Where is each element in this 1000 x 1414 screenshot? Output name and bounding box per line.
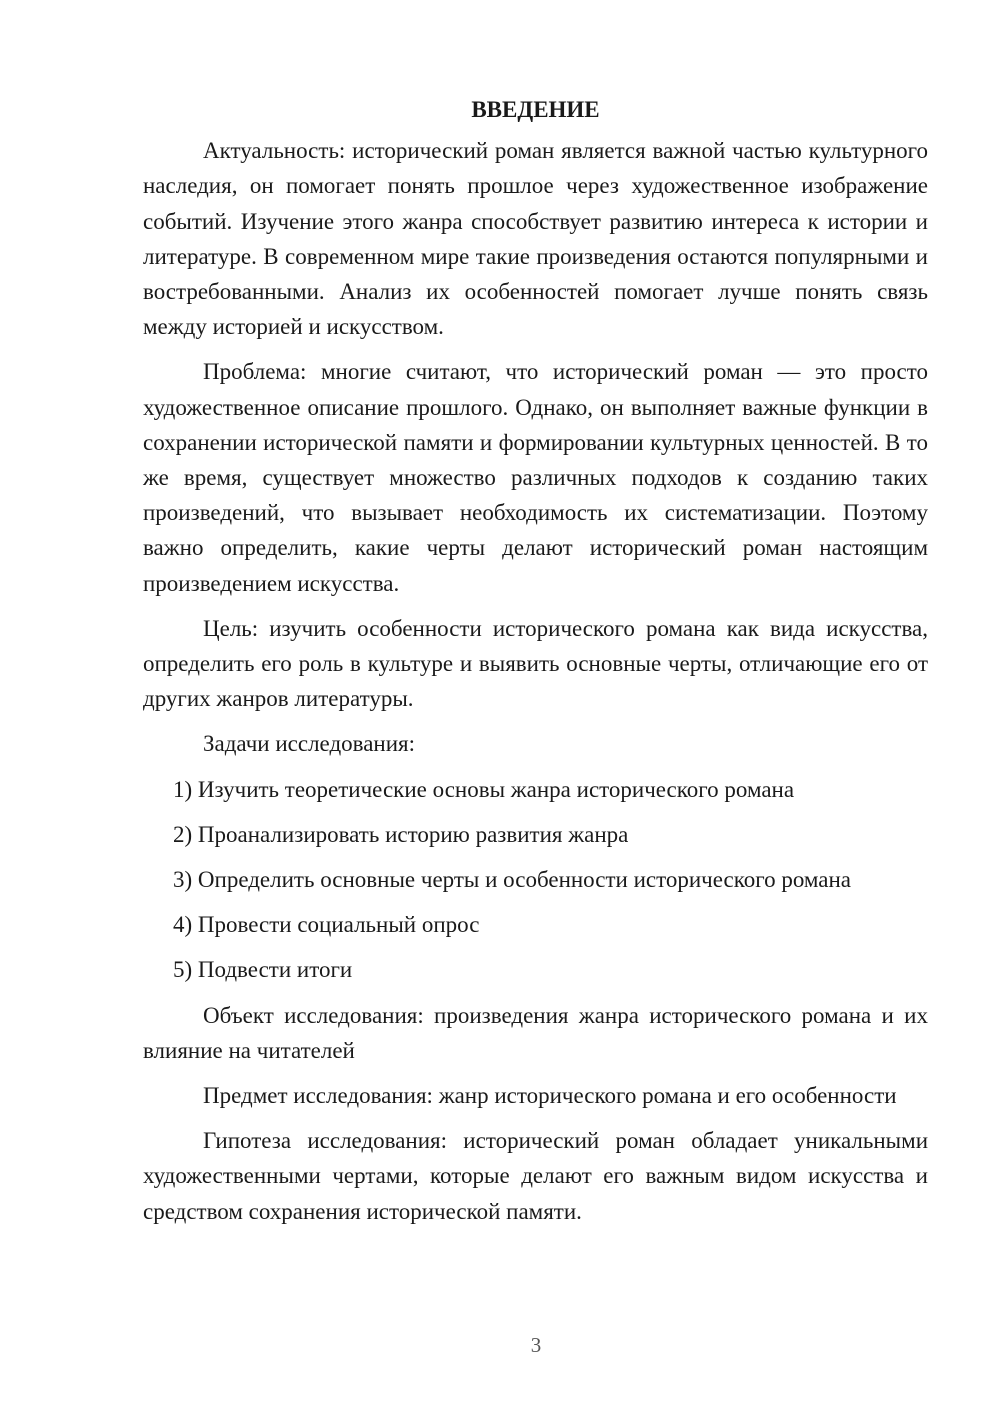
- list-item: 1) Изучить теоретические основы жанра исторического романа: [173, 776, 795, 802]
- tasks-list: [143, 772, 928, 988]
- subject-paragraph: Предмет исследования: жанр исторического романа и его особенности: [203, 1083, 897, 1109]
- page-body: [143, 92, 928, 1239]
- hypothesis-paragraph: Гипотеза исследования: исторический роман обладает уникальными художественными чертами, которые делают его важным видом искусства и средством сохранения исторической памяти.: [143, 1128, 928, 1224]
- list-item: 2) Проанализировать историю развития жанра: [173, 821, 629, 847]
- page-number: 3: [530, 1333, 542, 1357]
- relevance-paragraph: Актуальность: исторический роман является важной частью культурного наследия, он помогает понять прошлое через художественное изображение событий. Изучение этого жанра способствует развитию интереса к истории и литературе. В современном мире такие произведения остаются популярными и востребованными. Анализ их особенностей помогает лучше понять связь между историей и искусством.: [143, 138, 928, 340]
- problem-paragraph: Проблема: многие считают, что исторический роман — это просто художественное описание прошлого. Однако, он выполняет важные функции в сохранении исторической памяти и формировании культурных ценностей. В то же время, существует множество различных подходов к созданию таких произведений, что вызывает необходимость их систематизации. Поэтому важно определить, какие черты делают исторический роман настоящим произведением искусства.: [143, 359, 928, 596]
- list-item: 4) Провести социальный опрос: [173, 912, 480, 938]
- list-item: 5) Подвести итоги: [173, 957, 353, 983]
- object-paragraph: Объект исследования: произведения жанра исторического романа и их влияние на читателей: [143, 1002, 928, 1063]
- goal-paragraph: Цель: изучить особенности исторического романа как вида искусства, определить его роль в культуре и выявить основные черты, отличающие его от других жанров литературы.: [143, 615, 928, 712]
- tasks-heading: Задачи исследования:: [203, 731, 416, 757]
- page-title: ВВЕДЕНИЕ: [471, 97, 600, 122]
- list-item: 3) Определить основные черты и особенности исторического романа: [173, 867, 852, 893]
